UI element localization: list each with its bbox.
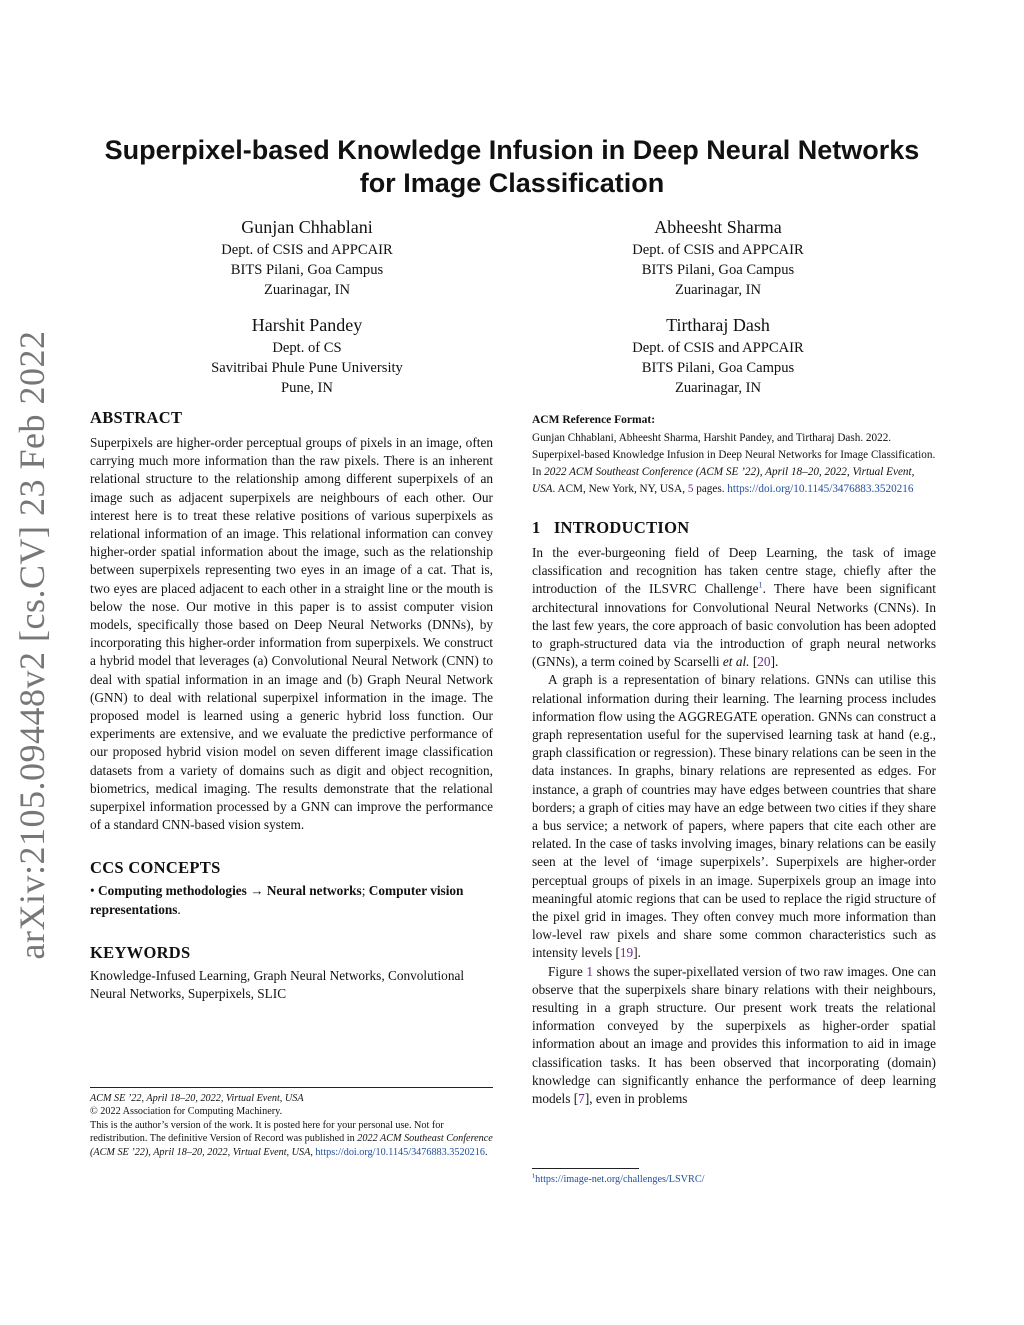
author-name: Harshit Pandey [251,315,363,335]
p1-bracket-close: ]. [770,654,779,670]
p1-text-b: . There have been significant architectural innovations for Convolutional Neural Networks (CNNs). In the last few years, the core approach of basic convolution has been adopted to graph-structured data via the introduction of graph neural networks (GNNs), a term coined by Scarselli [532,581,936,670]
citation-link[interactable]: 7 [578,1091,585,1107]
abstract-heading: ABSTRACT [90,408,183,427]
footnote-note-sep: , [310,1146,316,1158]
abstract-text [90,434,493,834]
acm-ref-pages-link[interactable]: 5 [687,483,694,495]
footnote-note-text: This is the author’s version of the work. It is posted here for your personal use. Not for redistribution. The definitive Version of Record was published in [90,1119,444,1145]
ccs-item-neural: Neural networks [266,883,362,899]
author-dept: Dept. of CSIS and APPCAIR [221,242,393,258]
author-institution: BITS Pilani, Goa Campus [641,360,795,376]
author-block-3 [127,313,487,398]
footnote-doi-link[interactable]: https://doi.org/10.1145/3476883.3520216 [315,1146,485,1158]
acm-ref-citation: Gunjan Chhablani, Abheesht Sharma, Harshit Pandey, and Tirtharaj Dash. 2022. Superpixel-based Knowledge Infusion in Deep Neural Networks for Image Classification. In [532,432,936,478]
author-block-1 [127,215,487,300]
ccs-bullet: • [90,883,95,899]
ccs-heading: CCS CONCEPTS [90,858,221,878]
ccs-item-computing: Computing methodologies [97,883,247,899]
author-location: Zuarinagar, IN [674,380,762,396]
p1-bracket-open: [ [749,654,758,670]
acm-ref-pages-text: pages. [693,483,728,495]
footnote-rule-right [532,1168,639,1169]
author-dept: Dept. of CS [272,340,342,356]
ccs-end: . [177,901,181,917]
author-name: Abheesht Sharma [654,217,782,237]
p2-text-b: ]. [633,945,641,961]
acm-ref-text [532,430,936,498]
arxiv-id: arXiv:2105.09448v2 [cs.CV] 23 Feb 2022 [12,330,52,960]
acm-ref-heading: ACM Reference Format: [532,414,656,426]
footnote-right [532,1173,936,1186]
author-dept: Dept. of CSIS and APPCAIR [632,242,804,258]
footnote-copyright: © 2022 Association for Computing Machinery. [90,1106,283,1118]
acm-ref-venue: 2022 ACM Southeast Conference (ACM SE ’22), April 18–20, 2022, Virtual Event, USA [532,466,915,495]
title-line-1: Superpixel-based Knowledge Infusion in Deep Neural Networks [104,135,920,165]
keywords-text: Knowledge-Infused Learning, Graph Neural Networks, Convolutional Neural Networks, Superpixels, SLIC [90,967,465,1002]
intro-paragraph-1 [532,544,936,671]
p3-text-c: ], even in problems [584,1091,688,1107]
p3-text-b: shows the super-pixellated version of two raw images. One can observe that the superpixels share binary relations with their neighbours, resulting in a graph structure. Our present work treats the relational information conveyed by the superpixels as higher-order spatial information about an image and provides this information to aid in image classification tasks. It has been observed that incorporating (domain) knowledge can significantly enhance the performance of deep learning models [ [532,963,936,1107]
author-institution: Savitribai Phule Pune University [211,360,403,376]
acm-ref-doi-link[interactable]: https://doi.org/10.1145/3476883.3520216 [727,483,914,495]
arrow-icon: → [250,883,264,899]
footnote-note-venue: 2022 ACM Southeast Conference (ACM SE ’22), April 18–20, 2022, Virtual Event, USA [90,1133,493,1158]
ccs-item-vision: Computer vision representations [90,883,464,917]
footnote-conference: ACM SE ’22, April 18–20, 2022, Virtual Event, USA [90,1093,304,1104]
author-name: Tirtharaj Dash [666,315,770,335]
author-location: Pune, IN [281,380,333,396]
p1-etal: et al. [722,654,750,670]
footnote-rule [90,1087,493,1088]
right-column [532,413,936,1108]
author-block-2 [538,215,898,300]
citation-link[interactable]: 20 [757,654,771,670]
abstract-paragraph: Superpixels are higher-order perceptual groups of pixels in an image, often carrying much more information than the raw pixels. There is an inherent relational structure to the relationship among different superpixels of an image such as adjacent superpixels are neighbours of each other. Our interest here is to treat these relative positions of various superpixels as relational information of an image. This relational information can convey higher-order spatial information about the image, such as the relationship between superpixels representing two eyes in an image of a cat. That is, two eyes are placed adjacent to each other in a straight line or the mouth is below the nose. Our motive in this paper is to assist computer vision models, specifically those based on Deep Neural Networks (DNNs), by incorporating this higher-order information from superpixels. We construct a hybrid model that leverages (a) Convolutional Neural Network (CNN) to deal with spatial information in an image and (b) Graph Neural Network (GNN) to deal with relational superpixel information in the image. The proposed model is learned using a generic hybrid loss function. Our experiments are extensive, and we evaluate the predictive performance of our proposed hybrid vision model on seven different image classification datasets from a variety of domains such as digit and object recognition, biometrics, medical imaging. The results demonstrate that the relational superpixel information processed by a GNN can improve the performance of a standard CNN-based vision system. [90,435,493,833]
intro-paragraph-2 [532,671,936,962]
author-name: Gunjan Chhablani [241,217,373,237]
author-institution: BITS Pilani, Goa Campus [230,262,384,278]
author-location: Zuarinagar, IN [674,282,762,298]
footnote-left [90,1092,493,1159]
acm-ref-publisher: . ACM, New York, NY, USA, [552,483,688,495]
intro-heading: 1 INTRODUCTION [532,518,690,537]
footnote-url-link[interactable]: https://image-net.org/challenges/LSVRC/ [535,1174,705,1185]
footnote-number: 1 [532,1172,536,1180]
title-line-2: for Image Classification [359,168,665,198]
p2-text-a: A graph is a representation of binary relations. GNNs can utilise this relational information during their learning. The learning process includes information flow using the AGGREGATE operation. GNNs can construct a graph representation useful for the supervised learning task at hand (e.g., graph classification or regression). These binary relations can be seen in the data instances. In graphs, binary relations are represented as edges. For instance, a graph of countries may have edges between countries that share borders; a graph of cities may have an edge between two cities if they share a bus service; a network of papers, where papers that cite each other are related. In the case of tasks involving images, binary relations can be easily seen at the level of ‘image superpixels’. Superpixels are higher-order perceptual groups of pixels in an image. Superpixels group an image into meaningful atomic regions that can be used to replace the rigid structure of the pixel grid in images. They often convey much more information than low-level raw pixels and share some common characteristics such as intensity levels [ [532,672,936,961]
footnote-note [90,1119,493,1159]
left-column [90,408,493,1003]
author-block-4 [538,313,898,398]
ccs-concepts [90,882,493,918]
author-dept: Dept. of CSIS and APPCAIR [632,340,804,356]
p1-text-a: In the ever-burgeoning field of Deep Learning, the task of image classification and recognition has taken centre stage, chiefly after the introduction of the ILSVRC Challenge [532,545,936,597]
p3-text-a: Figure [548,963,587,979]
keywords-heading: KEYWORDS [90,942,191,962]
author-location: Zuarinagar, IN [263,282,351,298]
ccs-separator: ; [361,883,366,899]
footnote-end: . [484,1146,488,1158]
intro-text [532,544,936,1108]
author-institution: BITS Pilani, Goa Campus [641,262,795,278]
figure-ref-link[interactable]: 1 [586,963,594,979]
footnote-marker-link[interactable]: 1 [758,580,763,590]
citation-link[interactable]: 19 [619,945,634,961]
paper-title [60,134,964,200]
intro-paragraph-3 [532,963,936,1109]
